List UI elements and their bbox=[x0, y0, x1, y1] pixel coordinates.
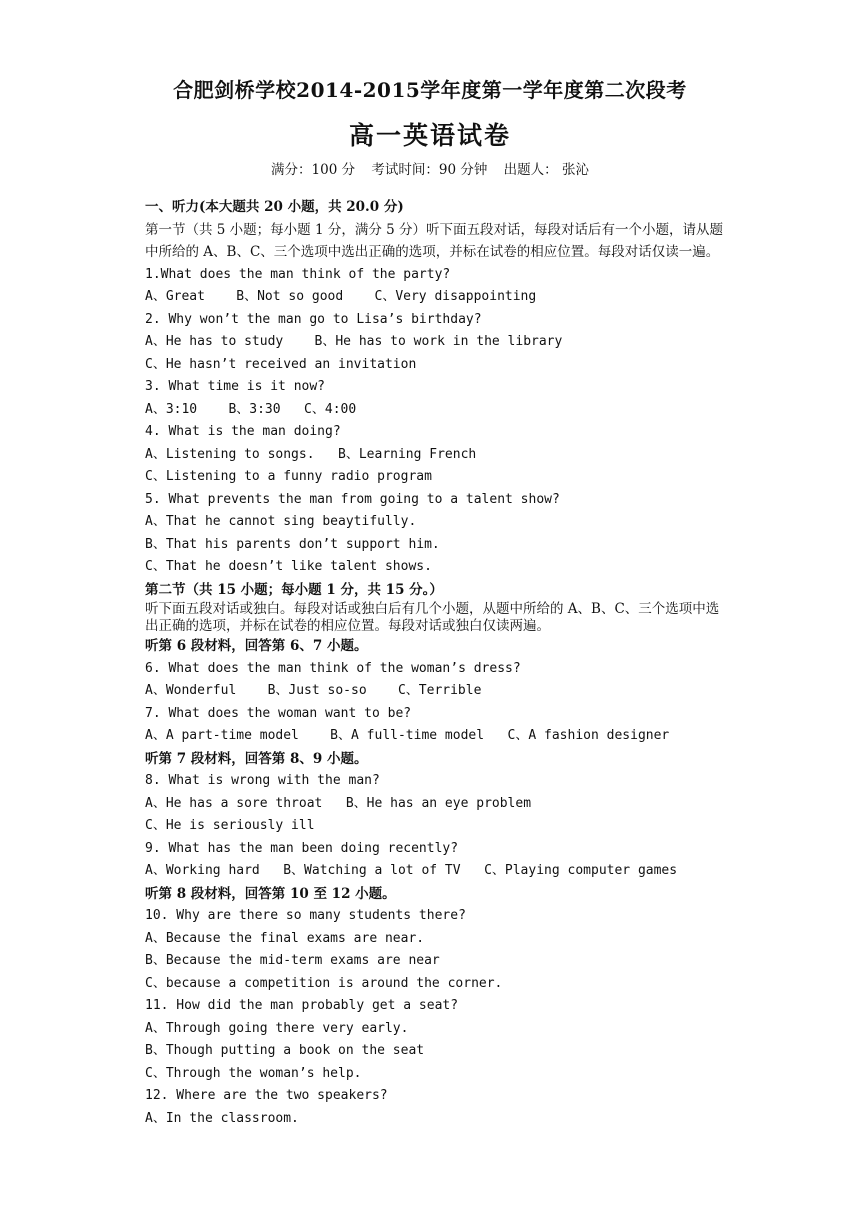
question-line: A、Great B、Not so good C、Very disappointing bbox=[145, 289, 537, 304]
question-line: 10. Why are there so many students there? bbox=[145, 908, 466, 923]
exam-body bbox=[145, 196, 725, 1130]
material8-heading: 听第 8 段材料，回答第 10 至 12 小题。 bbox=[145, 885, 396, 902]
question-line: C、He is seriously ill bbox=[145, 818, 315, 833]
section-heading: 一、听力(本大题共 20 小题，共 20.0 分) bbox=[145, 199, 404, 215]
material7-heading: 听第 7 段材料，回答第 8、9 小题。 bbox=[145, 750, 368, 767]
question-line: 2. Why won’t the man go to Lisa’s birthday? bbox=[145, 311, 482, 327]
question-line: A、Listening to songs. B、Learning French bbox=[145, 446, 477, 462]
question-line: A、That he cannot sing beaytifully. bbox=[145, 514, 417, 529]
exam-author: 出题人： 张沁 bbox=[503, 162, 589, 178]
question-line: B、Because the mid-term exams are near bbox=[145, 953, 440, 968]
question-line: A、He has to study B、He has to work in the library bbox=[145, 334, 563, 349]
question-line: 4. What is the man doing? bbox=[145, 424, 341, 439]
question-line: C、Through the woman’s help. bbox=[145, 1065, 362, 1081]
question-line: 7. What does the woman want to be? bbox=[145, 705, 412, 721]
material6-heading: 听第 6 段材料，回答第 6、7 小题。 bbox=[145, 638, 368, 654]
part1-questions bbox=[145, 264, 725, 579]
question-line: B、That his parents don’t support him. bbox=[145, 536, 440, 552]
part1-instructions: 第一节（共 5 小题；每小题 1 分，满分 5 分）听下面五段对话，每段对话后有一个小题，请从题中所给的 A、B、C、三个选项中选出正确的选项，并标在试卷的相应位置。每段对话仅读一遍。 bbox=[145, 221, 724, 260]
question-line: A、Through going there very early. bbox=[145, 1020, 409, 1036]
exam-time: 考试时间：90 分钟 bbox=[371, 162, 488, 178]
exam-info bbox=[0, 158, 860, 178]
question-line: 12. Where are the two speakers? bbox=[145, 1088, 388, 1103]
question-line: B、Though putting a book on the seat bbox=[145, 1043, 425, 1058]
full-score: 满分：100 分 bbox=[271, 162, 356, 178]
part2-instructions: 听下面五段对话或独白。每段对话或独白后有几个小题，从题中所给的 A、B、C、三个选项中选出正确的选项，并标在试卷的相应位置。每段对话或独白仅读两遍。 bbox=[145, 601, 720, 634]
question-line: A、Wonderful B、Just so-so C、Terrible bbox=[145, 683, 482, 698]
question-line: A、In the classroom. bbox=[145, 1110, 299, 1126]
question-line: A、Because the final exams are near. bbox=[145, 930, 425, 946]
question-line: 5. What prevents the man from going to a talent show? bbox=[145, 491, 560, 507]
question-line: A、3:10 B、3:30 C、4:00 bbox=[145, 401, 357, 417]
exam-title: 高一英语试卷 bbox=[348, 121, 511, 150]
material8-questions bbox=[145, 905, 725, 1130]
question-line: A、A part-time model B、A full-time model C、A fashion designer bbox=[145, 728, 670, 743]
question-line: 8. What is wrong with the man? bbox=[145, 773, 380, 788]
material7-questions bbox=[145, 770, 725, 883]
school-title: 合肥剑桥学校2014-2015学年度第一学年度第二次段考 bbox=[173, 78, 687, 102]
question-line: 9. What has the man been doing recently? bbox=[145, 840, 459, 856]
question-line: C、That he doesn’t like talent shows. bbox=[145, 559, 432, 574]
question-line: 6. What does the man think of the woman’s dress? bbox=[145, 660, 521, 676]
question-line: A、He has a sore throat B、He has an eye problem bbox=[145, 795, 532, 811]
question-line: 3. What time is it now? bbox=[145, 379, 326, 394]
part2-heading: 第二节（共 15 小题；每小题 1 分，共 15 分。） bbox=[145, 581, 443, 598]
question-line: 11. How did the man probably get a seat? bbox=[145, 998, 459, 1013]
question-line: 1.What does the man think of the party? bbox=[145, 266, 451, 282]
question-line: C、because a competition is around the corner. bbox=[145, 975, 503, 991]
question-line: A、Working hard B、Watching a lot of TV C、Playing computer games bbox=[145, 863, 678, 878]
question-line: C、Listening to a funny radio program bbox=[145, 469, 432, 484]
question-line: C、He hasn’t received an invitation bbox=[145, 356, 417, 372]
material6-questions bbox=[145, 658, 725, 748]
